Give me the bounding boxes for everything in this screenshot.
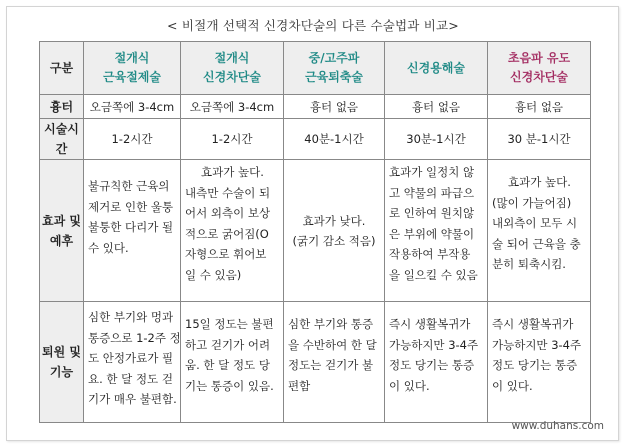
cell-line: 자형으로 휘어보 <box>185 247 267 261</box>
header-line: 신경차단술 <box>510 70 568 84</box>
cell-line: (굵기 감소 적음) <box>292 233 376 248</box>
cell-line: 통증으로 1-2주 정 <box>88 330 181 345</box>
cell-time-1: 1-2시간 <box>84 119 181 160</box>
cell-recovery-4 <box>385 302 488 423</box>
cell-line: 즉시 생활복귀가 <box>389 317 471 331</box>
cell-scar-5: 흉터 없음 <box>488 95 591 119</box>
cell-time-2: 1-2시간 <box>181 119 284 160</box>
cell-time-5: 30 분-1시간 <box>488 119 591 160</box>
comparison-table <box>39 41 591 423</box>
cell-effect-2 <box>181 160 284 302</box>
header-line: 절개식 <box>214 51 250 65</box>
cell-line: 심한 부기와 멍과 <box>88 310 174 324</box>
cell-line: 가능하지만 3-4주 <box>492 337 582 352</box>
row-label-line: 예후 <box>49 233 74 248</box>
cell-line: 정도 당기는 통증 <box>389 358 475 372</box>
cell-effect-3 <box>284 160 385 302</box>
cell-line: 이 있다. <box>389 378 430 393</box>
header-line: 근육퇴축술 <box>305 70 363 84</box>
row-label-effect <box>40 160 84 302</box>
cell-line: 불퉁한 다리가 될 <box>88 220 174 234</box>
cell-effect-1 <box>84 160 181 302</box>
cell-line: 가능하지만 3-4주 <box>389 337 479 352</box>
header-method-1 <box>84 42 181 95</box>
cell-line: 작용하여 부작용 <box>389 247 471 261</box>
header-method-5 <box>488 42 591 95</box>
cell-effect-5 <box>488 160 591 302</box>
cell-line: 효과가 낮다. <box>302 213 366 228</box>
cell-line: 하고 걷기가 어려 <box>185 337 271 352</box>
cell-line: 효과가 높다. <box>201 165 264 179</box>
cell-line: 을 일으킬 수 있음 <box>389 267 478 282</box>
cell-line: 효과가 일정치 않 <box>389 165 475 179</box>
cell-time-3: 40분-1시간 <box>284 119 385 160</box>
cell-effect-4 <box>385 160 488 302</box>
header-line: 초음파 유도 <box>507 51 571 65</box>
cell-line: 은 부위에 약물이 <box>389 226 475 241</box>
cell-line: 즉시 생활복귀가 <box>492 317 574 331</box>
cell-line: 이 있다. <box>492 378 533 393</box>
site-watermark: www.duhans.com <box>511 420 604 432</box>
cell-scar-2: 오금쪽에 3-4cm <box>181 95 284 119</box>
header-line: 신경차단술 <box>203 70 261 84</box>
cell-line: 불규칙한 근육의 <box>88 179 170 193</box>
cell-scar-3: 흉터 없음 <box>284 95 385 119</box>
cell-line: 기는 통증이 있음. <box>185 378 274 393</box>
cell-line: 도 안정가료가 필 <box>88 351 174 365</box>
header-line: 중/고주파 <box>308 51 360 65</box>
cell-line: 내외측이 모두 시 <box>492 216 578 230</box>
cell-recovery-1 <box>84 302 181 423</box>
row-scar <box>40 95 591 119</box>
cell-scar-4: 흉터 없음 <box>385 95 488 119</box>
row-label-time: 시술시간 <box>40 119 84 160</box>
cell-line: 요. 한 달 정도 걷 <box>88 371 173 386</box>
cell-line: (많이 가늘어짐) <box>492 195 572 210</box>
cell-time-4: 30분-1시간 <box>385 119 488 160</box>
cell-recovery-3 <box>284 302 385 423</box>
cell-scar-1: 오금쪽에 3-4cm <box>84 95 181 119</box>
header-line: 근육절제술 <box>103 70 161 84</box>
cell-line: 정도는 걷기가 불 <box>288 358 374 372</box>
row-label-recovery <box>40 302 84 423</box>
row-effect <box>40 160 591 302</box>
header-method-3 <box>284 42 385 95</box>
cell-line: 내측만 수술이 되 <box>185 185 271 200</box>
cell-line: 을 수반하여 한 달 <box>288 337 377 352</box>
cell-line: 정도 당기는 통증 <box>492 358 578 372</box>
cell-line: 일 수 있음) <box>185 267 242 282</box>
cell-line: 움. 한 달 정도 당 <box>185 358 270 372</box>
cell-line: 로 인하여 원치않 <box>389 206 475 220</box>
cell-line: 기가 매우 불편함. <box>88 392 177 406</box>
header-row <box>40 42 591 95</box>
cell-line: 어서 외측이 보상 <box>185 206 271 220</box>
row-label-line: 효과 및 <box>42 213 81 228</box>
table-caption: < 비절개 선택적 신경차단술의 다른 수술법과 비교> <box>167 18 459 33</box>
cell-line: 수 있다. <box>88 240 129 255</box>
cell-line: 효과가 높다. <box>508 175 571 189</box>
header-category: 구분 <box>40 42 84 95</box>
row-recovery <box>40 302 591 423</box>
header-line: 신경용해술 <box>407 60 465 75</box>
cell-line: 술 되어 근육을 충 <box>492 236 581 251</box>
header-line: 절개식 <box>114 51 150 65</box>
row-label-line: 기능 <box>49 365 74 379</box>
header-method-2 <box>181 42 284 95</box>
cell-line: 분히 퇴축시킴. <box>492 257 566 271</box>
header-method-4 <box>385 42 488 95</box>
row-label-line: 퇴원 및 <box>42 345 81 359</box>
row-label-scar: 흉터 <box>40 95 84 119</box>
cell-recovery-2 <box>181 302 284 423</box>
cell-line: 제거로 인한 울퉁 <box>88 199 174 214</box>
cell-line: 적으로 굵어짐(O <box>185 226 269 241</box>
cell-line: 고 약물의 파급으 <box>389 185 475 200</box>
cell-line: 심한 부기와 통증 <box>288 317 374 331</box>
row-time <box>40 119 591 160</box>
cell-recovery-5 <box>488 302 591 423</box>
cell-line: 15일 정도는 불편 <box>185 317 274 331</box>
cell-line: 편함 <box>288 378 311 393</box>
